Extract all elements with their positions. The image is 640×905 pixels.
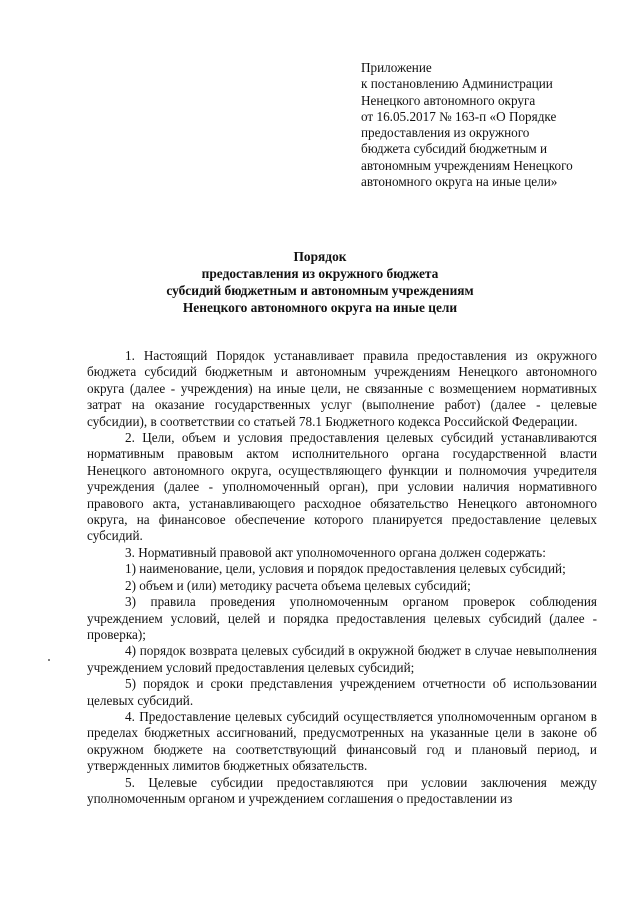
margin-dot [48,659,50,661]
list-item-5: 5) порядок и сроки представления учреждением отчетности об использовании целевых субсидий. [87,676,597,708]
appendix-line: бюджета субсидий бюджетным и [361,141,548,157]
title-line: предоставления из окружного бюджета [201,266,439,281]
appendix-line: Ненецкого автономного округа [361,92,536,108]
appendix-block [361,60,601,190]
paragraph-2: 2. Цели, объем и условия предоставления целевых субсидий устанавливаются нормативным правовым актом исполнительного органа государственной власти Ненецкого автономного округа, осуществляющего функции и полномочия учредителя учреждения (далее - уполномоченный орган), при условии наличия нормативного правового акта, устанавливающего расходное обязательство Ненецкого автономного округа, на финансовое обеспечение которого планируется предоставление целевых субсидий. [87,430,597,544]
list-item-1: 1) наименование, цели, условия и порядок предоставления целевых субсидий; [125,561,566,577]
appendix-line: автономного округа на иные цели» [361,174,558,190]
list-item-4: 4) порядок возврата целевых субсидий в окружной бюджет в случае невыполнения учреждением условий предоставления целевых субсидий; [87,643,597,675]
paragraph-5: 5. Целевые субсидии предоставляются при условии заключения между уполномоченным органом и учреждением соглашения о предоставлении из [87,774,597,806]
list-item-2: 2) объем и (или) методику расчета объема целевых субсидий; [125,577,471,593]
paragraph-1: 1. Настоящий Порядок устанавливает правила предоставления из окружного бюджета субсидий бюджетным и автономным учреждениям Ненецкого автономного округа (далее - учреждения) на иные цели, не связанные с возмещением нормативных затрат на оказание государственных услуг (выполнение работ) (далее - целевые субсидии), в соответствии со статьей 78.1 Бюджетного кодекса Российской Федерации. [87,348,597,429]
document-body [87,348,597,807]
appendix-line: предоставления из окружного [361,125,530,141]
paragraph-4: 4. Предоставление целевых субсидий осуществляется уполномоченным органом в пределах бюджетных ассигнований, предусмотренных на указанные цели в законе об окружном бюджете на соответствующий финансовый год и плановый период, и утвержденных лимитов бюджетных обязательств. [87,708,597,774]
appendix-line: к постановлению Администрации [361,76,553,92]
appendix-line: Приложение [361,60,432,75]
appendix-line: автономным учреждениям Ненецкого [361,157,573,173]
list-item-3: 3) правила проведения уполномоченным органом проверок соблюдения учреждением условий, целей и порядка предоставления целевых субсидий (далее - проверка); [87,594,597,642]
appendix-line: от 16.05.2017 № 163-п «О Порядке [361,108,557,124]
title-line: Порядок [293,249,347,264]
document-title [95,248,545,316]
paragraph-3: 3. Нормативный правовой акт уполномоченного органа должен содержать: [125,544,546,560]
title-line: Ненецкого автономного округа на иные цели [182,300,458,315]
title-line: субсидий бюджетным и автономным учреждениям [166,283,474,298]
